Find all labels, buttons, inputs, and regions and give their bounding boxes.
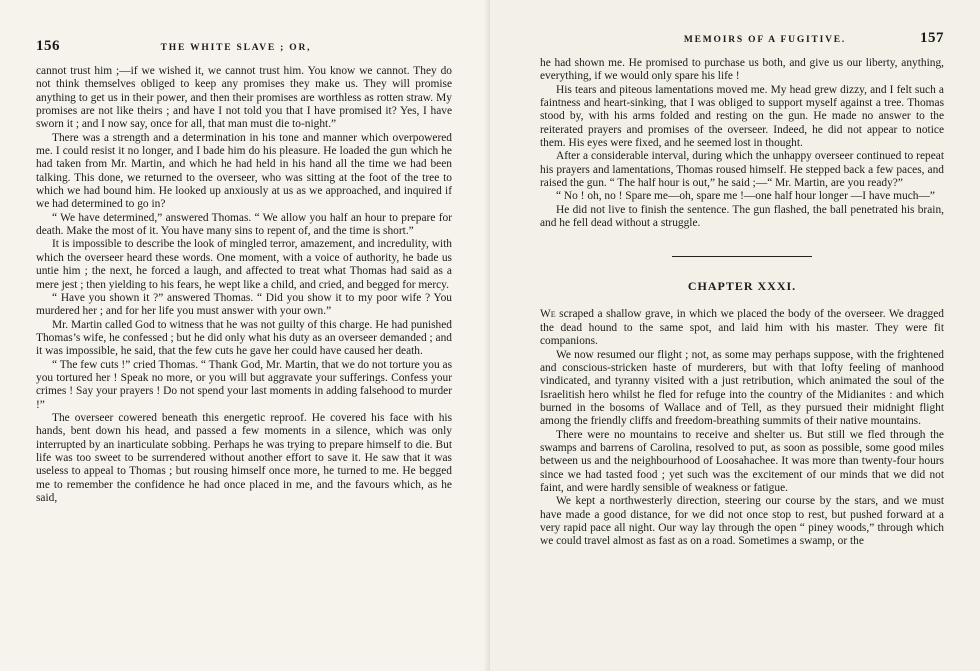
left-paragraph: It is impossible to describe the look of mingled terror, amazement, and incredulity, with which the overseer heard these words. One moment, with a voice of authority, he bade us untie him ; the next, he forced a laugh, and affected to treat what Thomas had said as a mere jest ; then yielding to his fears, he wept like a child, and cried, and begged for mercy. [36,238,452,291]
right-paragraph: We kept a northwesterly direction, steering our course by the stars, and we must have made a good distance, for we did not once stop to rest, but pushed forward at a very rapid pace all night. Our way lay through the open “ piney woods,” through which we could travel almost as fast as on a road. Sometimes a swamp, or the [540,495,944,548]
right-paragraph: His tears and piteous lamentations moved me. My head grew dizzy, and I felt such a faintness and heart-sinking, that I was obliged to support myself against a tree. Thomas stood by, with his arms folded and resting on the gun. He made no answer to the reiterated prayers and promises of the overseer. Indeed, he did not appear to notice them. His eyes were fixed, and he seemed lost in thought. [540,83,944,150]
right-paragraph: There were no mountains to receive and shelter us. But still we fled through the swamps and barrens of Carolina, resolved to put, as soon as possible, some good miles between us and the neighbourhood of Loosahachee. It was more than twenty-four hours since we had tasted food ; yet such was the excitement of our minds that we did not faint, and were hardly sensible of weakness or fatigue. [540,428,944,494]
left-paragraph: “ The few cuts !” cried Thomas. “ Thank God, Mr. Martin, that we do not torture you as you tortured her ! Speak no more, or you will but aggravate your sufferings. Confess your crimes ! Say your prayers ! Do not spend your last moments in adding falsehood to murder !” [36,358,452,411]
right-paragraph: After a considerable interval, during which the unhappy overseer continued to repeat his prayers and lamentations, Thomas roused himself. He stepped back a few paces, and raised the gun. “ The half hour is out,” he said ;—“ Mr. Martin, are you ready?” [540,150,944,190]
right-running-title: MEMOIRS OF A FUGITIVE. [683,35,847,45]
right-paragraph: He did not live to finish the sentence. The gun flashed, the ball penetrated his brain, and he fell dead without a struggle. [540,203,944,230]
left-paragraph: The overseer cowered beneath this energetic reproof. He covered his face with his hands, bent down his head, and passed a few moments in a silence, which was only interrupted by an inarticulate sobbing. Perhaps he was trying to prepare himself to die. But life was too sweet to be surrendered without another effort to save it. He saw that it was useless to appeal to Thomas ; but rousing himself once more, he turned to me. He begged me to remember the confidence he had once placed in me, and the favours which, as he said, [36,411,452,504]
left-paragraph: There was a strength and a determination in his tone and manner which overpowered me. I could resist it no longer, and I bade him do his pleasure. He loaded the gun which he had taken from Mr. Martin, and which he had held in his hand all the time we had been talking. This done, we returned to the overseer, who was sitting at the foot of the tree to which we had bound him. He looked up anxiously at us as we approached, and inquired if we had determined to go in? [36,131,452,211]
left-running-title: THE WHITE SLAVE ; OR, [160,43,312,53]
chapter-heading: CHAPTER XXXI. [687,279,797,294]
section-divider-rule [672,256,812,257]
left-paragraph: cannot trust him ;—if we wished it, we cannot trust him. You know we cannot. They do not think themselves obliged to keep any promises they make us. They will promise anything to get us in their power, and then their promises are worthless as rotten straw. My promises are not like theirs ; and have I not told you that I have promised it? Yes, I have sworn it ; and I now say, once for all, that man must die to-night.” [36,65,452,131]
left-paragraph: “ Have you shown it ?” answered Thomas. “ Did you show it to my poor wife ? You murdered her ; and for her life you must answer with your own.” [36,291,452,318]
right-paragraph: We now resumed our flight ; not, as some may perhaps suppose, with the frightened and conscious-stricken haste of murderers, but with that lofty feeling of manhood vindicated, and tyranny visited with a just retribution, which animated the soul of the Israelitish hero whilst he fled for refuge into the country of the Midianites : and which burned in the bosoms of Wallace and of Tell, as they pursued their midnight flight among the friendly cliffs and freedom-breathing summits of their native mountains. [540,348,944,428]
chapter-opening-word: We [540,308,556,321]
right-page [490,0,980,671]
left-page-number: 156 [36,38,60,54]
left-running-head [36,38,452,55]
right-paragraph: he had shown me. He promised to purchase us both, and give us our liberty, anything, everything, if we would only spare his life ! [540,57,944,83]
right-page-number: 157 [920,30,944,46]
left-paragraph: “ We have determined,” answered Thomas. “ We allow you half an hour to prepare for death. Make the most of it. You have many sins to repent of, and the time is short.” [36,211,452,238]
chapter-opening-text: scraped a shallow grave, in which we placed the body of the overseer. We dragged the dead hound to the same spot, and laid him with his master. They were fit companions. [540,308,944,348]
left-paragraph: Mr. Martin called God to witness that he was not guilty of this charge. He had punished Thomas’s wife, he confessed ; but he did only what his duty as an overseer demanded ; and it was impossible, he said, that the few cuts he gave her could have caused her death. [36,318,452,358]
right-running-head [540,30,944,47]
right-paragraph: “ No ! oh, no ! Spare me—oh, spare me !—one half hour longer —I have much—” [556,190,935,203]
chapter-opening-paragraph [540,308,944,348]
